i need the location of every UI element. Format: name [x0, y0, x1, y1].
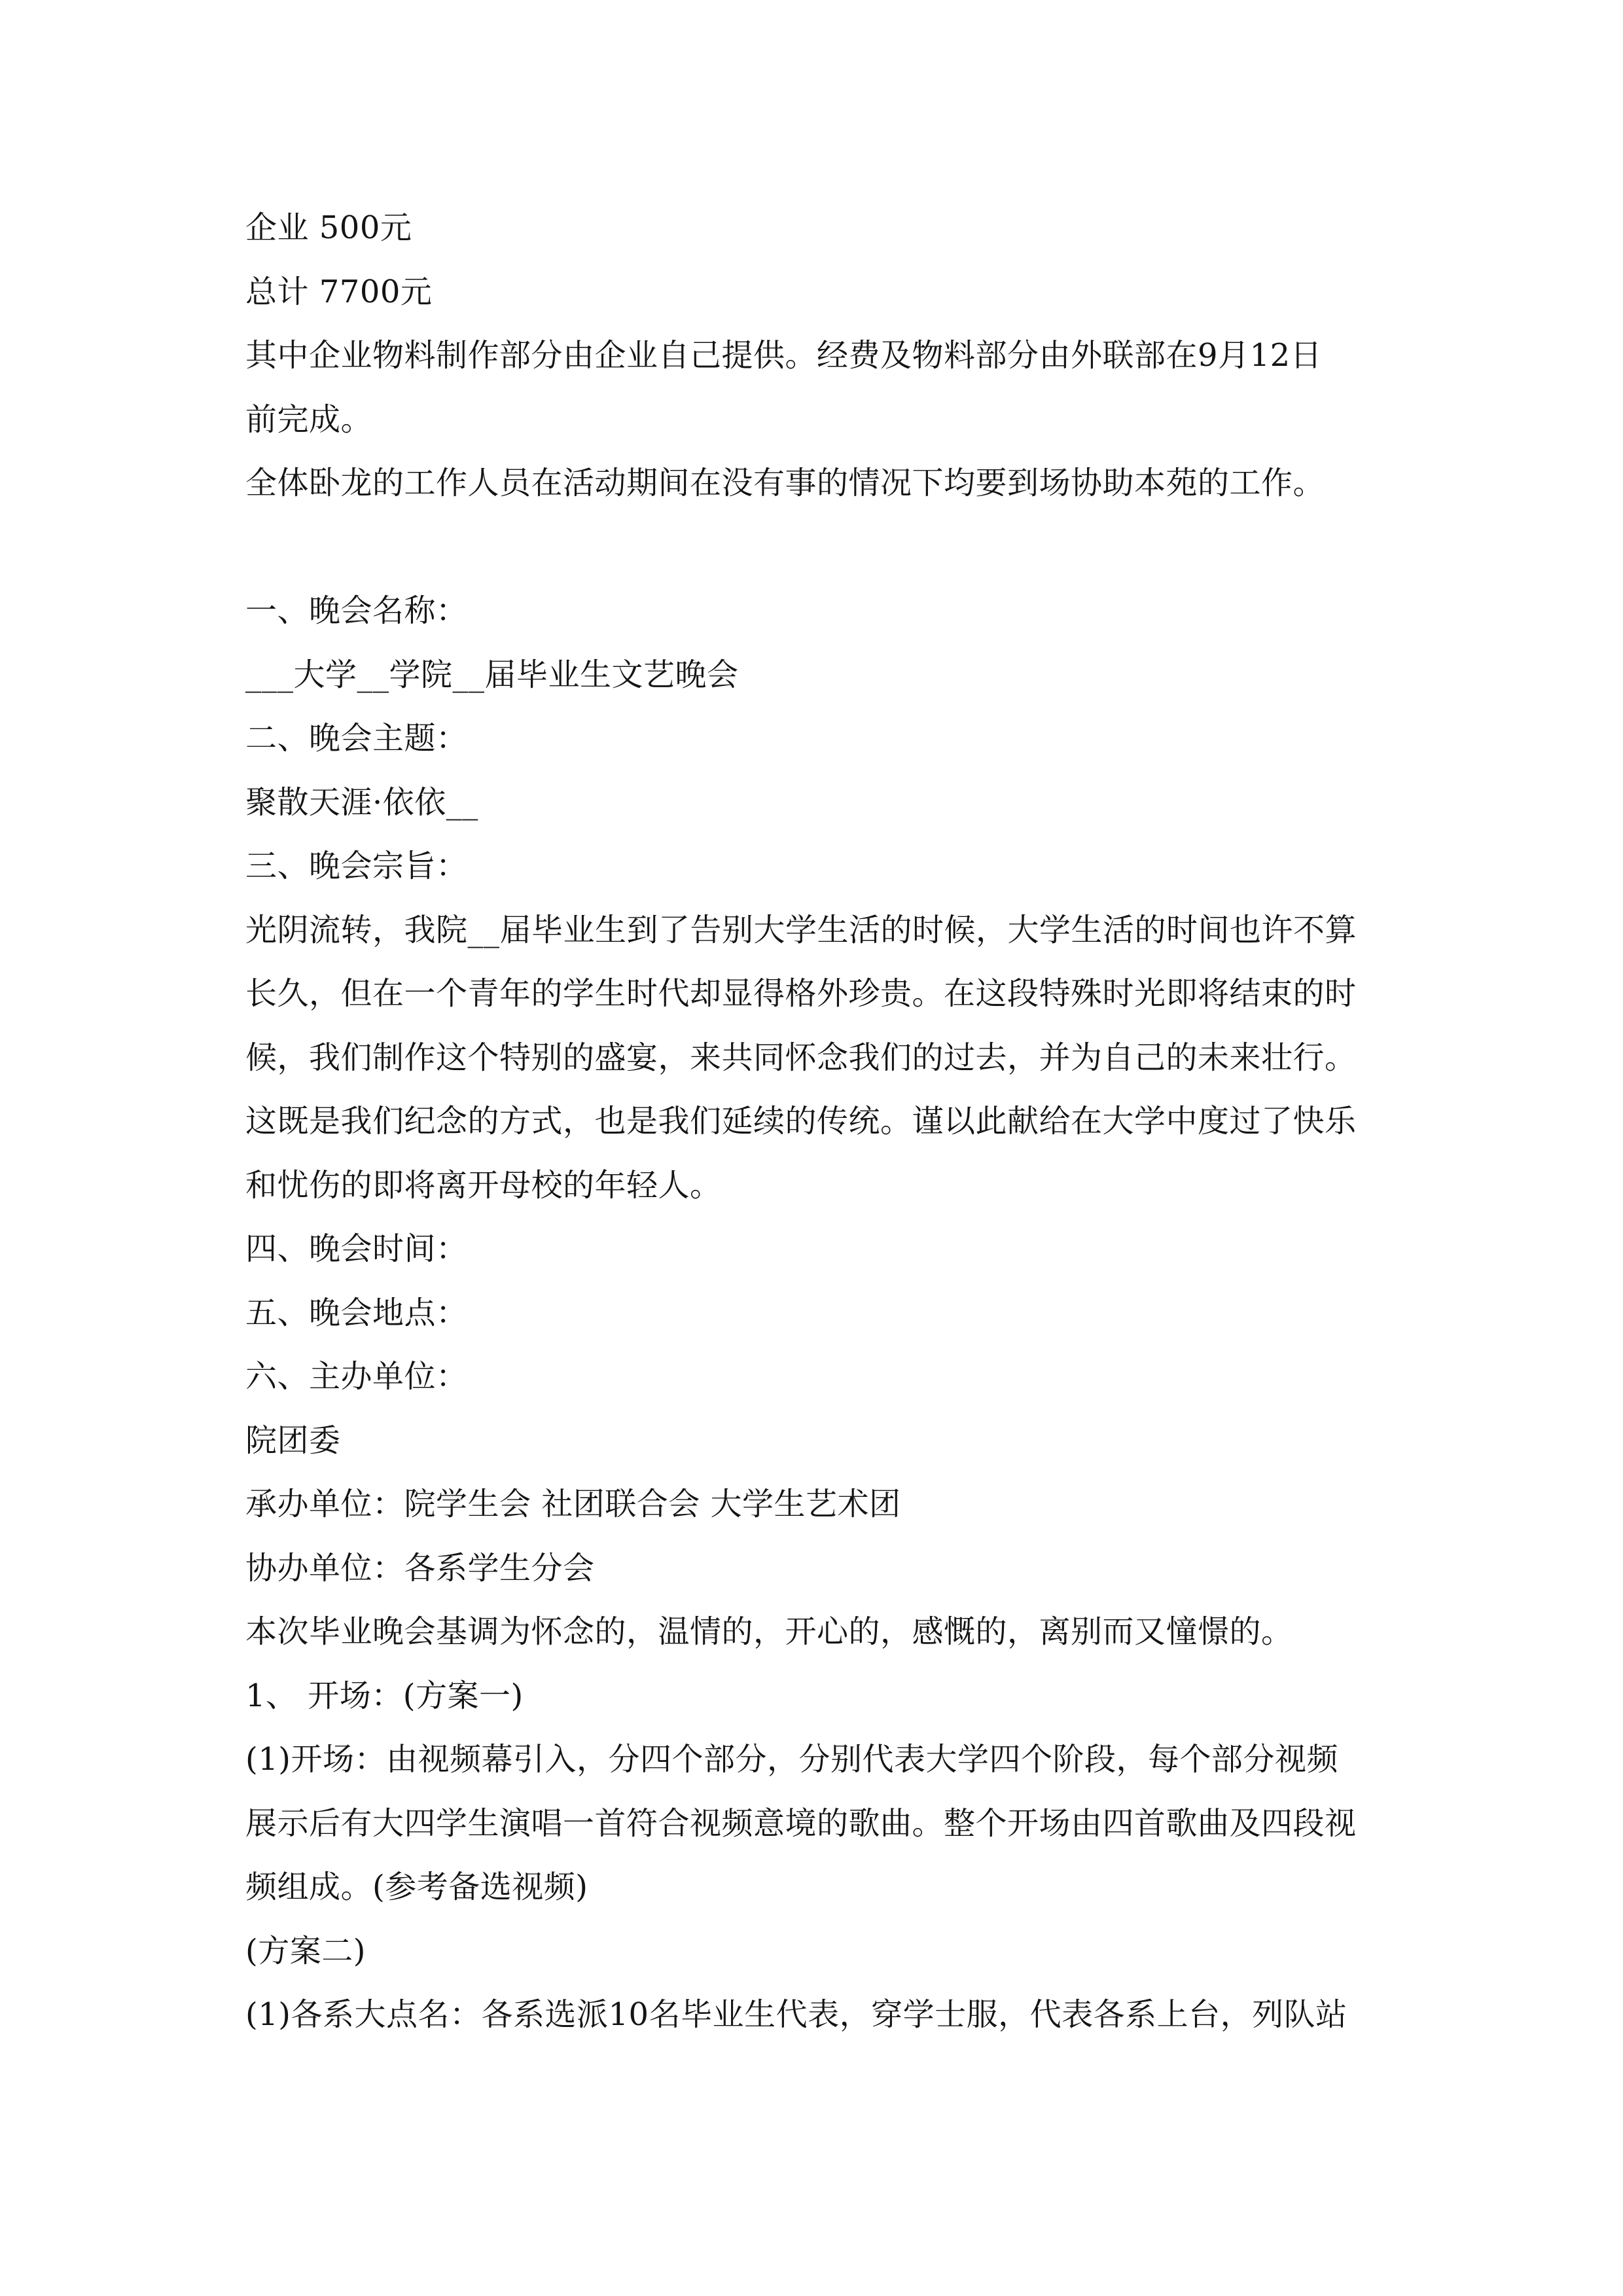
text-line: 院团委 [245, 1422, 341, 1459]
section-heading: 一、晚会名称： [245, 592, 468, 629]
section-heading: 五、晚会地点： [245, 1294, 468, 1331]
text-line: 候，我们制作这个特别的盛宴，来共同怀念我们的过去，并为自己的未来壮行。 [245, 1039, 1357, 1076]
text-line: 本次毕业晚会基调为怀念的，温情的，开心的，感慨的，离别而又憧憬的。 [245, 1613, 1293, 1650]
text-line: 协办单位：各系学生分会 [245, 1549, 595, 1587]
section-heading: 四、晚会时间： [245, 1230, 468, 1267]
paragraph-gap [245, 516, 1397, 580]
section-heading: 二、晚会主题： [245, 720, 468, 757]
text-line: 其中企业物料制作部分由企业自己提供。经费及物料部分由外联部在9月12日 [245, 337, 1323, 374]
text-line: 展示后有大四学生演唱一首符合视频意境的歌曲。整个开场由四首歌曲及四段视 [245, 1804, 1357, 1842]
text-line: 企业 500元 [245, 209, 412, 246]
text-line: 前完成。 [245, 401, 373, 438]
section-heading: 三、晚会宗旨： [245, 848, 468, 884]
text-line: 全体卧龙的工作人员在活动期间在没有事的情况下均要到场协助本苑的工作。 [245, 465, 1325, 501]
text-line: (方案二) [245, 1932, 366, 1969]
text-line: 1、 开场：(方案一) [245, 1677, 524, 1714]
document-body [245, 196, 1397, 2047]
text-line: 总计 7700元 [245, 273, 433, 310]
text-line: 长久，但在一个青年的学生时代却显得格外珍贵。在这段特殊时光即将结束的时 [245, 975, 1357, 1012]
section-heading: 六、主办单位： [245, 1358, 468, 1395]
text-line: (1)各系大点名：各系选派10名毕业生代表，穿学士服，代表各系上台，列队站 [245, 1996, 1347, 2033]
text-line: (1)开场：由视频幕引入，分四个部分，分别代表大学四个阶段，每个部分视频 [245, 1741, 1338, 1778]
text-line: 这既是我们纪念的方式，也是我们延续的传统。谨以此献给在大学中度过了快乐 [245, 1103, 1357, 1139]
text-line: 和忧伤的即将离开母校的年轻人。 [245, 1166, 722, 1204]
text-line: 频组成。(参考备选视频) [245, 1869, 588, 1905]
text-line: 光阴流转，我院__届毕业生到了告别大学生活的时候，大学生活的时间也许不算 [245, 911, 1357, 948]
text-line: 聚散天涯·依依__ [245, 783, 478, 821]
text-line: ___大学__学院__届毕业生文艺晚会 [245, 656, 739, 693]
text-line: 承办单位：院学生会 社团联合会 大学生艺术团 [245, 1486, 901, 1522]
